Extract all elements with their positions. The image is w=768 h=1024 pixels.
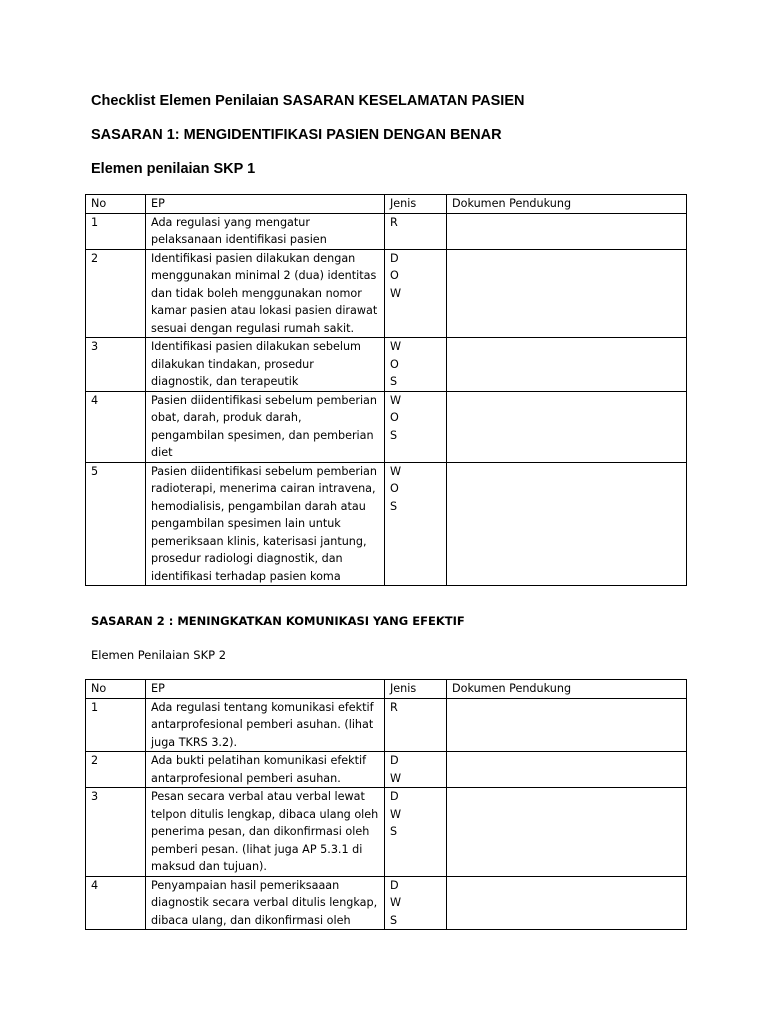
cell-ep: Penyampaian hasil pemeriksaaan diagnostik secara verbal ditulis lengkap, dibaca ulang, dan dikonfirmasi oleh <box>146 876 385 930</box>
table-row <box>86 788 687 877</box>
cell-jenis: W O S <box>385 338 447 392</box>
cell-ep: Ada regulasi tentang komunikasi efektif antarprofesional pemberi asuhan. (lihat juga TKRS 3.2). <box>146 698 385 752</box>
cell-no: 2 <box>86 249 146 338</box>
cell-ep: Ada bukti pelatihan komunikasi efektif antarprofesional pemberi asuhan. <box>146 752 385 788</box>
table-row <box>86 752 687 788</box>
table-header-row <box>86 680 687 699</box>
table-row <box>86 698 687 752</box>
col-header-jenis: Jenis <box>385 680 447 699</box>
cell-ep: Pasien diidentifikasi sebelum pemberian obat, darah, produk darah, pengambilan spesimen, dan pemberian diet <box>146 391 385 462</box>
cell-ep: Identifikasi pasien dilakukan dengan menggunakan minimal 2 (dua) identitas dan tidak boleh menggunakan nomor kamar pasien atau lokasi pasien dirawat sesuai dengan regulasi rumah sakit. <box>146 249 385 338</box>
section1-heading: SASARAN 1: MENGIDENTIFIKASI PASIEN DENGAN BENAR <box>91 127 502 143</box>
document-title: Checklist Elemen Penilaian SASARAN KESELAMATAN PASIEN <box>91 93 525 109</box>
cell-no: 2 <box>86 752 146 788</box>
col-header-no: No <box>86 680 146 699</box>
table-row <box>86 338 687 392</box>
cell-no: 4 <box>86 391 146 462</box>
cell-dokumen <box>447 876 687 930</box>
cell-ep: Ada regulasi yang mengatur pelaksanaan identifikasi pasien <box>146 213 385 249</box>
cell-jenis: W O S <box>385 391 447 462</box>
cell-no: 3 <box>86 338 146 392</box>
table-header-row <box>86 195 687 214</box>
cell-no: 5 <box>86 462 146 586</box>
section2-subheading: Elemen Penilaian SKP 2 <box>91 648 227 662</box>
section1-subheading: Elemen penilaian SKP 1 <box>91 161 256 177</box>
cell-dokumen <box>447 752 687 788</box>
table-row <box>86 391 687 462</box>
section2-heading: SASARAN 2 : MENINGKATKAN KOMUNIKASI YANG EFEKTIF <box>91 614 465 628</box>
cell-dokumen <box>447 338 687 392</box>
col-header-jenis: Jenis <box>385 195 447 214</box>
cell-no: 1 <box>86 213 146 249</box>
cell-jenis: D O W <box>385 249 447 338</box>
cell-jenis: D W S <box>385 876 447 930</box>
cell-dokumen <box>447 788 687 877</box>
table-row <box>86 213 687 249</box>
table-row <box>86 876 687 930</box>
cell-no: 1 <box>86 698 146 752</box>
cell-dokumen <box>447 391 687 462</box>
table-row <box>86 249 687 338</box>
col-header-no: No <box>86 195 146 214</box>
col-header-dokumen: Dokumen Pendukung <box>447 680 687 699</box>
cell-jenis: W O S <box>385 462 447 586</box>
cell-dokumen <box>447 249 687 338</box>
cell-dokumen <box>447 698 687 752</box>
cell-no: 4 <box>86 876 146 930</box>
cell-jenis: R <box>385 213 447 249</box>
cell-dokumen <box>447 213 687 249</box>
col-header-ep: EP <box>146 195 385 214</box>
skp1-table <box>85 194 687 586</box>
cell-no: 3 <box>86 788 146 877</box>
skp2-table <box>85 679 687 930</box>
cell-jenis: D W S <box>385 788 447 877</box>
cell-ep: Identifikasi pasien dilakukan sebelum dilakukan tindakan, prosedur diagnostik, dan terapeutik <box>146 338 385 392</box>
cell-ep: Pesan secara verbal atau verbal lewat telpon ditulis lengkap, dibaca ulang oleh penerima pesan, dan dikonfirmasi oleh pemberi pesan. (lihat juga AP 5.3.1 di maksud dan tujuan). <box>146 788 385 877</box>
cell-jenis: D W <box>385 752 447 788</box>
cell-ep: Pasien diidentifikasi sebelum pemberian radioterapi, menerima cairan intravena, hemodialisis, pengambilan darah atau pengambilan spesimen lain untuk pemeriksaan klinis, katerisasi jantung, prosedur radiologi diagnostik, dan identifikasi terhadap pasien koma <box>146 462 385 586</box>
col-header-dokumen: Dokumen Pendukung <box>447 195 687 214</box>
table-row <box>86 462 687 586</box>
cell-jenis: R <box>385 698 447 752</box>
col-header-ep: EP <box>146 680 385 699</box>
cell-dokumen <box>447 462 687 586</box>
